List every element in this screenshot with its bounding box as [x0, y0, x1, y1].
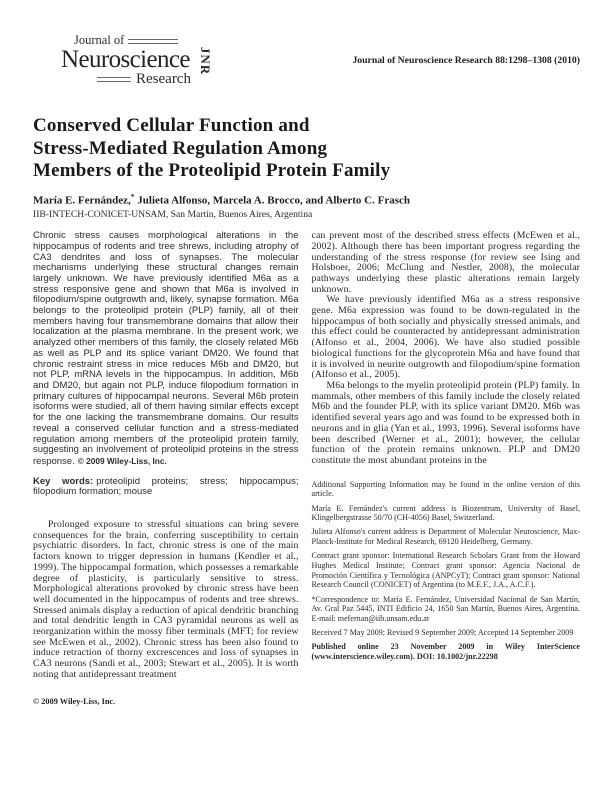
- authors-post: Julieta Alfonso, Marcela A. Brocco, and Alberto C. Frasch: [137, 194, 411, 207]
- affiliation-line: IIB-INTECH-CONICET-UNSAM, San Martín, Buenos Aires, Argentina: [33, 209, 313, 221]
- body-paragraph-3: M6a belongs to the myelin proteolipid protein (PLP) family. In mammals, other members of this family include the closely related M6b and the founder PLP, with its splice variant DM20. M6b was identified several years ago and was found to be expressed both in neurons and in glia (Yan et al., 1993, 1996). Several isoforms have been described (Werner et al., 2001); however, the cellular function of the protein remains unknown. PLP and DM20 constitute the most abundant proteins in the: [311, 380, 580, 466]
- footnote-address-alfonso: Julieta Alfonso's current address is Department of Molecular Neuroscience, Max-Planck-Institute for Medical Research, 69120 Heidelberg, Germany.: [311, 527, 580, 547]
- paper-title-line-1: Conserved Cellular Function and: [33, 115, 310, 136]
- footnote-address-fernandez: María E. Fernández's current address is Biozentrum, University of Basel, Klingelbergstrasse 50/70 (CH-4056) Basel, Switzerland.: [311, 503, 580, 523]
- keywords-text: proteolipid proteins; stress; hippocampus; filopodium formation; mouse: [33, 475, 299, 498]
- footnote-correspondence: *Correspondence to: María E. Fernández, Universidad Nacional de San Martín, Av. Gral Paz 5445, INTI Edificio 24, 1650 San Martín, Buenos Aires, Argentina. E-mail: mefernan@iib.unsam.edu.ar: [311, 594, 580, 624]
- jnr-acronym: JNR: [197, 46, 213, 76]
- journal-citation: Journal of Neuroscience Research 88:1298–1308 (2010): [352, 55, 580, 66]
- abstract-text: Chronic stress causes morphological alterations in the hippocampus of rodents and tree shrews, including atrophy of CA3 dendrites and loss of synapses. The molecular mechanisms underlying these structural changes remain largely unknown. We have previously identified M6a as a stress responsive gene and shown that M6a is involved in filopodium/spine outgrowth and, likely, synapse formation. M6a belongs to the proteolipid protein (PLP) family, all of their members having four transmembrane domains that allow their localization at the plasma membrane. In the present work, we analyzed other members of this family, the closely related M6b as well as PLP and its splice variant DM20. We found that chronic restraint stress in mice reduces M6b and DM20, but not PLP, mRNA levels in the hippocampus. In addition, M6b and DM20, but again not PLP, induce filopodium formation in primary cultures of hippocampal neurons. Several M6b protein isoforms were studied, all of them having similar effects except for the one lacking the transmembrane domains. Our results reveal a conserved cellular function and a stress-mediated regulation among members of the proteolipid protein family, suggesting an involvement of proteolipid proteins in the stress response.: [33, 230, 299, 467]
- body-paragraph-1: can prevent most of the described stress effects (McEwen et al., 2002). Although there has been important progress regarding the understanding of the stress response (for review see Ising and Holsboer, 2006; McClung and Nestler, 2008), the molecular pathways underlying these plastic alterations remain largely unknown.: [311, 230, 580, 295]
- body-paragraph-2: We have previously identified M6a as a stress responsive gene. M6a expression was found to be down-regulated in the hippocampus of both socially and physically stressed animals, and this effect could be counteracted by antidepressant administration (Alfonso et al., 2004, 2006). We have also studied possible biological functions for the glycoprotein M6a and have found that it is involved in neurite outgrowth and filopodium/spine formation (Alfonso et al., 2005).: [311, 294, 580, 381]
- intro-paragraph: Prolonged exposure to stressful situations can bring severe consequences for the brain, conferring susceptibility to certain psychiatric disorders. In fact, chronic stress is one of the main factors known to trigger depression in humans (Kendler et al., 1999). The hippocampal formation, which possesses a remarkable degree of plasticity, is particularly sensitive to stress. Morphological alterations provoked by chronic stress have been well documented in the hippocampus of rodents and tree shrews. Stressed animals display a reduction of apical dendritic branching and total dendritic length in CA3 pyramidal neurons as well as reorganization within the mossy fiber terminals (MFT; for review see McEwen et al., 2002). Chronic stress has been also found to induce retraction of thorny excrescences and loss of synapses in CA3 neurons (Sandi et al., 2003; Stewart et al., 2005). It is worth noting that antidepressant treatment: [33, 519, 299, 680]
- footnote-supporting-info: Additional Supporting Information may be found in the online version of this article.: [311, 479, 580, 499]
- authors-pre: María E. Fernández,: [33, 194, 131, 207]
- logo-text-neuroscience: Neuroscience: [61, 46, 190, 73]
- right-column: [312, 231, 581, 705]
- paper-title-line-2: Stress-Mediated Regulation Among: [33, 137, 328, 159]
- authors-line: [33, 192, 580, 207]
- paper-title-line-3: Members of the Proteolipid Protein Family: [33, 160, 391, 181]
- footer-copyright: © 2009 Wiley-Liss, Inc.: [33, 696, 116, 706]
- abstract-paragraph: [33, 231, 299, 467]
- logo-text-journal-of: Journal of: [74, 33, 125, 47]
- paper-title: [33, 115, 580, 183]
- journal-logo: [61, 33, 211, 86]
- abstract-copyright: © 2009 Wiley-Liss, Inc.: [77, 455, 167, 466]
- footnote-block: [312, 480, 581, 662]
- page-header: [33, 33, 580, 93]
- keywords-label: Key words:: [33, 475, 94, 487]
- left-column: [33, 231, 299, 705]
- footnote-grant-sponsors: Contract grant sponsor: International Research Scholars Grant from the Howard Hughes Medical Institute; Contract grant sponsor: Agencia Nacional de Promoción Científica y Tecnológica (ANPCyT); Contract grant sponsor: National Research Council (CONICET) of Argentina (to M.E.F., J.A., A.C.F.).: [311, 551, 580, 590]
- footnote-published-online: Published online 23 November 2009 in Wiley InterScience (www.interscience.wiley.com). DOI: 10.1002/jnr.22298: [311, 642, 580, 662]
- logo-line-research: [97, 72, 211, 86]
- correspondence-asterisk: *: [130, 191, 135, 201]
- footnote-received-dates: Received 7 May 2009; Revised 9 September 2009; Accepted 14 September 2009: [311, 628, 574, 638]
- logo-rule-top: [128, 39, 178, 44]
- logo-rule-bottom: [97, 77, 131, 82]
- keywords-line: [33, 477, 299, 498]
- two-column-body: [33, 231, 580, 705]
- logo-text-research: Research: [136, 71, 191, 87]
